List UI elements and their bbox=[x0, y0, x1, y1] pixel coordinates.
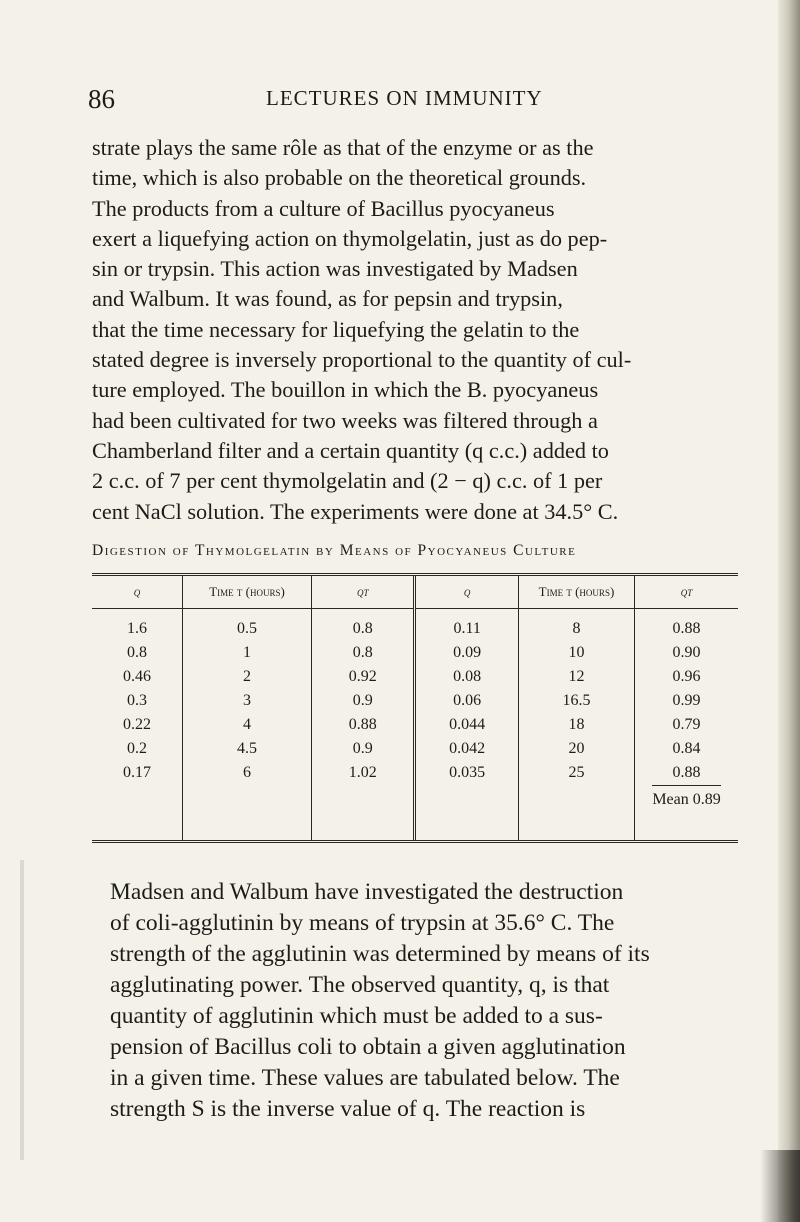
text-line: of coli-agglutinin by means of trypsin at 35.6° C. The bbox=[110, 910, 615, 936]
table-cell: 0.84 bbox=[672, 740, 701, 757]
text-line: and Walbum. It was found, as for pepsin and trypsin, bbox=[92, 286, 563, 312]
column-qt-left bbox=[312, 609, 415, 842]
column-qt-right bbox=[635, 609, 738, 842]
table-header-row bbox=[92, 575, 738, 609]
text-line: Chamberland filter and a certain quantity (q c.c.) added to bbox=[92, 437, 609, 463]
table-cell: 0.79 bbox=[672, 716, 701, 733]
table-cell: 0.22 bbox=[122, 716, 151, 733]
table-cell: 12 bbox=[568, 668, 585, 685]
table-cell: 0.044 bbox=[449, 716, 486, 733]
column-q-right bbox=[415, 609, 518, 842]
table-cell: 0.88 bbox=[672, 620, 701, 637]
table-cell: 20 bbox=[568, 740, 585, 757]
text-line: pension of Bacillus coli to obtain a given agglutination bbox=[110, 1034, 626, 1060]
page-number: 86 bbox=[88, 84, 115, 114]
column-header-q: q bbox=[415, 575, 518, 609]
paragraph-agglutinin bbox=[110, 877, 760, 1125]
text-line: that the time necessary for liquefying the gelatin to the bbox=[92, 316, 580, 342]
table-cell: 0.8 bbox=[352, 620, 373, 637]
column-header-time: Time t (hours) bbox=[182, 575, 311, 609]
column-header-q: q bbox=[92, 575, 182, 609]
table-cell: 0.9 bbox=[352, 740, 373, 757]
table-cell: 0.99 bbox=[672, 692, 701, 709]
text-line: exert a liquefying action on thymolgelatin, just as do pep- bbox=[92, 225, 608, 251]
column-time-left bbox=[182, 609, 311, 842]
table-cell: 0.9 bbox=[352, 692, 373, 709]
text-line: in a given time. These values are tabulated below. The bbox=[110, 1065, 620, 1091]
text-line: time, which is also probable on the theoretical grounds. bbox=[92, 165, 587, 191]
table-cell: 0.035 bbox=[449, 764, 486, 781]
binding-gutter bbox=[20, 860, 24, 1160]
table-cell: 16.5 bbox=[562, 692, 591, 709]
table-cell: 0.11 bbox=[453, 620, 481, 637]
text-line: cent NaCl solution. The experiments were done at 34.5° C. bbox=[92, 498, 619, 524]
table-cell: 18 bbox=[568, 716, 585, 733]
text-line: quantity of agglutinin which must be added to a sus- bbox=[110, 1003, 603, 1029]
page-corner-shadow bbox=[760, 1150, 800, 1222]
table-caption: Digestion of Thymolgelatin by Means of Pyocyaneus Culture bbox=[92, 542, 577, 559]
table-cell: 25 bbox=[568, 764, 585, 781]
table-cell: 0.3 bbox=[126, 692, 147, 709]
text-line: strength of the agglutinin was determined by means of its bbox=[110, 941, 650, 967]
table-cell: 0.46 bbox=[122, 668, 151, 685]
paragraph-intro bbox=[92, 133, 732, 527]
table-cell: 6 bbox=[243, 764, 252, 781]
table-cell: 0.042 bbox=[449, 740, 486, 757]
table-cell: 0.08 bbox=[453, 668, 482, 685]
table-cell: 1.6 bbox=[126, 620, 147, 637]
table-cell: 0.06 bbox=[453, 692, 482, 709]
column-time-right bbox=[518, 609, 634, 842]
text-line: agglutinating power. The observed quantity, q, is that bbox=[110, 972, 610, 998]
table-cell: 0.88 bbox=[672, 764, 701, 781]
table-cell: 1 bbox=[243, 644, 252, 661]
table-cell: 0.5 bbox=[237, 620, 258, 637]
text-line: 2 c.c. of 7 per cent thymolgelatin and (2 − q) c.c. of 1 per bbox=[92, 468, 603, 494]
text-line: ture employed. The bouillon in which the B. pyocyaneus bbox=[92, 377, 599, 403]
table-cell: 0.8 bbox=[126, 644, 147, 661]
table-cell: 0.96 bbox=[672, 668, 701, 685]
table-cell: 10 bbox=[568, 644, 585, 661]
table-cell: 1.02 bbox=[348, 764, 377, 781]
table-cell: 0.09 bbox=[453, 644, 482, 661]
running-title: LECTURES ON IMMUNITY bbox=[266, 86, 543, 110]
column-header-qt: qt bbox=[312, 575, 415, 609]
page-edge-shadow bbox=[778, 0, 800, 1222]
table-cell: 2 bbox=[243, 668, 252, 685]
table-cell: 8 bbox=[572, 620, 581, 637]
digestion-table bbox=[92, 573, 738, 843]
table-cell: 0.8 bbox=[352, 644, 373, 661]
text-line: The products from a culture of Bacillus pyocyaneus bbox=[92, 195, 555, 221]
table-body-row bbox=[92, 609, 738, 842]
table-cell: 0.92 bbox=[348, 668, 377, 685]
text-line: strength S is the inverse value of q. The reaction is bbox=[110, 1096, 586, 1122]
table-cell: 0.88 bbox=[348, 716, 377, 733]
mean-value: Mean 0.89 bbox=[652, 785, 720, 812]
text-line: sin or trypsin. This action was investigated by Madsen bbox=[92, 256, 578, 282]
column-header-qt: qt bbox=[635, 575, 738, 609]
text-line: strate plays the same rôle as that of the enzyme or as the bbox=[92, 135, 594, 160]
table-cell: 0.17 bbox=[122, 764, 151, 781]
table-cell: 0.90 bbox=[672, 644, 701, 661]
table-cell: 4.5 bbox=[237, 740, 258, 757]
column-q-left bbox=[92, 609, 182, 842]
text-line: Madsen and Walbum have investigated the destruction bbox=[110, 879, 624, 905]
table-cell: 0.2 bbox=[126, 740, 147, 757]
table-cell: 3 bbox=[243, 692, 252, 709]
table-cell: 4 bbox=[243, 716, 252, 733]
page-header bbox=[88, 80, 748, 120]
text-line: had been cultivated for two weeks was filtered through a bbox=[92, 407, 598, 433]
column-header-time: Time t (hours) bbox=[518, 575, 634, 609]
text-line: stated degree is inversely proportional to the quantity of cul- bbox=[92, 347, 632, 373]
